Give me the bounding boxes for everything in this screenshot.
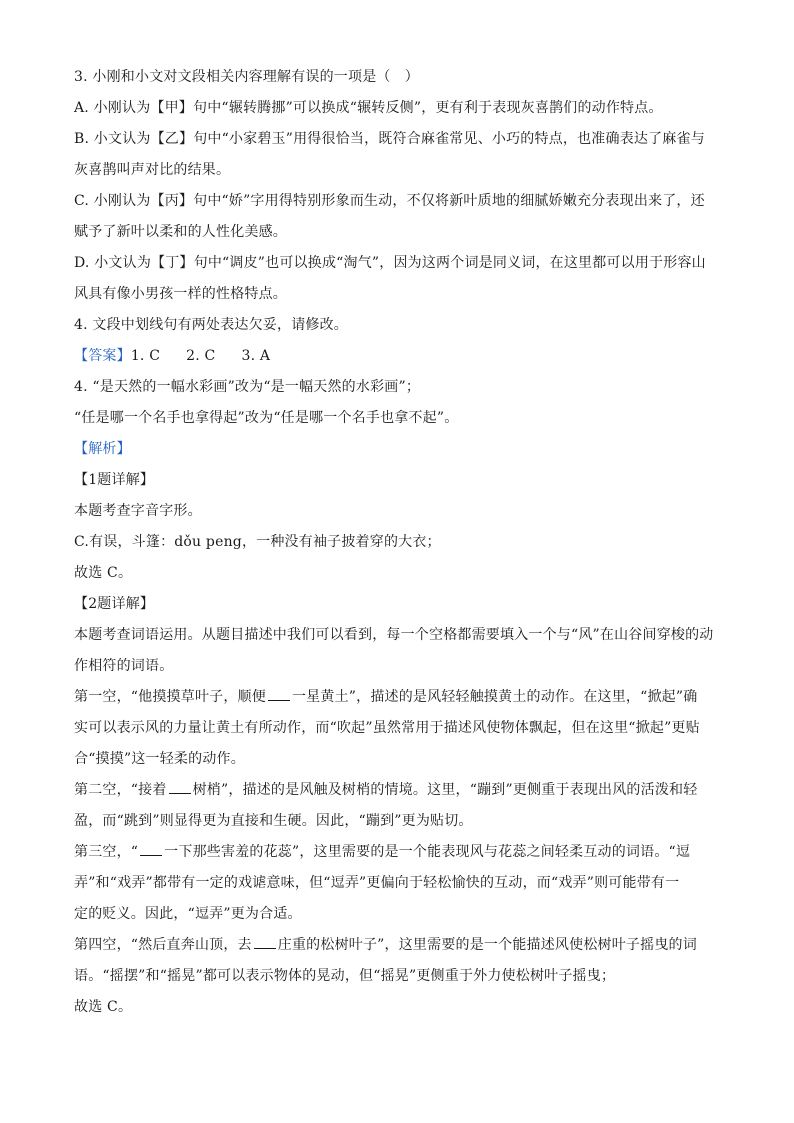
answer-tag: 【答案】 <box>74 348 131 364</box>
detail-1-line3: 故选 C。 <box>74 565 133 581</box>
q3-option-b-line1: B. 小文认为【乙】句中“小家碧玉”用得很恰当，既符合麻雀常见、小巧的特点，也准确表达了麻雀与 <box>74 131 705 147</box>
blank-2-text-b: 树梢”，描述的是风触及树梢的情境。这里，“蹦到”更侧重于表现出风的活泼和轻 <box>192 782 698 798</box>
fill-blank <box>268 686 290 701</box>
blank-3-text-a: 第三空，“ <box>74 844 139 860</box>
blank-4-line2: 语。“摇摆”和“摇晃”都可以表示物体的晃动，但“摇晃”更侧重于外力使松树叶子摇曳； <box>74 968 616 984</box>
fill-blank <box>254 934 276 949</box>
blank-4-line1 <box>74 930 720 961</box>
q3-option-b-line2: 灰喜鹊叫声对比的结果。 <box>74 162 231 178</box>
detail-2-line2: 作相符的词语。 <box>74 658 174 674</box>
blank-2-text-a: 第二空，“接着 <box>74 782 167 798</box>
q3-option-d-line1: D. 小文认为【丁】句中“调皮”也可以换成“淘气”，因为这两个词是同义词，在这里都可以用于形容山 <box>74 255 706 271</box>
blank-3-line2: 弄”和“戏弄”都带有一定的戏谑意味，但“逗弄”更偏向于轻松愉快的互动，而“戏弄”则可能带有一 <box>74 875 680 891</box>
answer-item-2: 2. C <box>186 348 216 364</box>
blank-1-line1 <box>74 682 720 713</box>
detail-1-title: 【1题详解】 <box>74 472 155 488</box>
blank-3-line3: 定的贬义。因此，“逗弄”更为合适。 <box>74 906 302 922</box>
blank-3-text-b: 一下那些害羞的花蕊”，这里需要的是一个能表现风与花蕊之间轻柔互动的词语。“逗 <box>164 844 691 860</box>
fill-blank <box>169 779 191 794</box>
blank-2-line1 <box>74 775 720 806</box>
blank-4-line3: 故选 C。 <box>74 999 133 1015</box>
answer-line <box>74 341 720 372</box>
blank-4-text-a: 第四空，“然后直奔山顶，去 <box>74 937 252 953</box>
answer-item-3: 3. A <box>241 348 271 364</box>
blank-2-line2: 盈，而“跳到”则显得更为直接和生硬。因此，“蹦到”更为贴切。 <box>74 813 473 829</box>
fill-blank <box>140 841 162 856</box>
answer-line-2: 4. “是天然的一幅水彩画”改为“是一幅天然的水彩画”； <box>74 379 421 395</box>
detail-1-line2: C.有误，斗篷：dǒu peng，一种没有袖子披着穿的大衣； <box>74 534 441 550</box>
blank-1-line2: 实可以表示风的力量让黄土有所动作，而“吹起”虽然常用于描述风使物体飘起，但在这里“掀起”更贴 <box>74 720 700 736</box>
q3-option-a: A. 小刚认为【甲】句中“辗转腾挪”可以换成“辗转反侧”，更有利于表现灰喜鹊们的动作特点。 <box>74 100 663 116</box>
detail-2-line1: 本题考查词语运用。从题目描述中我们可以看到，每一个空格都需要填入一个与“风”在山谷间穿梭的动 <box>74 627 714 643</box>
answer-line-3: “任是哪一个名手也拿得起”改为“任是哪一个名手也拿不起”。 <box>74 410 459 426</box>
q3-option-d-line2: 风具有像小男孩一样的性格特点。 <box>74 286 287 302</box>
detail-1-line1: 本题考查字音字形。 <box>74 503 202 519</box>
document-page <box>74 62 720 1023</box>
q3-option-c-line2: 赋予了新叶以柔和的人性化美感。 <box>74 224 287 240</box>
blank-1-text-b: 一星黄土”，描述的是风轻轻触摸黄土的动作。在这里，“掀起”确 <box>291 689 698 705</box>
answer-item-1: 1. C <box>130 348 161 364</box>
detail-2-title: 【2题详解】 <box>74 596 155 612</box>
q3-option-c-line1: C. 小刚认为【丙】句中“娇”字用得特别形象而生动，不仅将新叶质地的细腻娇嫩充分表现出来了，还 <box>74 193 705 209</box>
blank-3-line1 <box>74 837 720 868</box>
blank-4-text-b: 庄重的松树叶子”，这里需要的是一个能描述风使松树叶子摇曳的词 <box>277 937 697 953</box>
q3-stem: 3. 小刚和小文对文段相关内容理解有误的一项是（ ） <box>74 69 420 85</box>
q4-stem: 4. 文段中划线句有两处表达欠妥，请修改。 <box>74 317 349 333</box>
analysis-tag: 【解析】 <box>74 441 131 457</box>
blank-1-text-a: 第一空，“他摸摸草叶子，顺便 <box>74 689 266 705</box>
blank-1-line3: 合“摸摸”这一轻柔的动作。 <box>74 751 245 767</box>
